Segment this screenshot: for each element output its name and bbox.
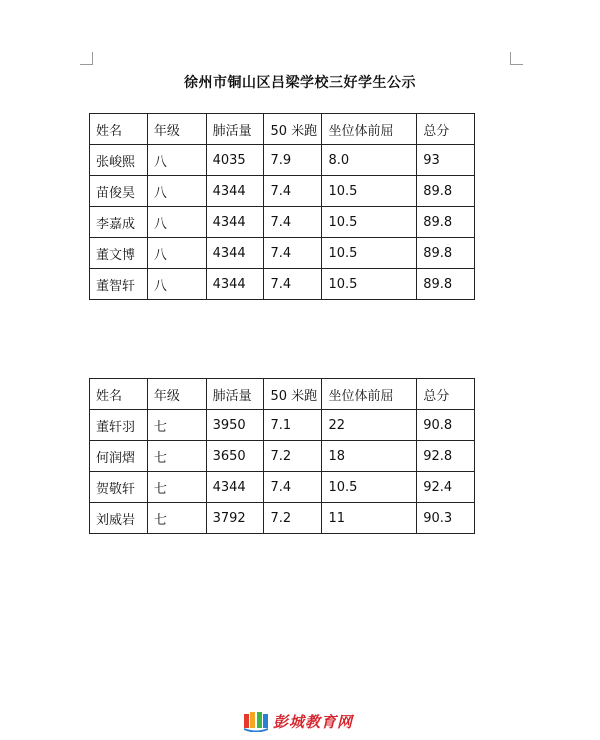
cell-lung-capacity: 4344: [206, 238, 264, 269]
cell-lung-capacity: 4344: [206, 472, 264, 503]
cell-fifty-meter-run: 7.1: [264, 410, 322, 441]
cell-fifty-meter-run: 7.2: [264, 441, 322, 472]
cell-sit-and-reach: 8.0: [322, 145, 417, 176]
cell-total-score: 92.4: [417, 472, 475, 503]
header-name: 姓名: [90, 114, 148, 145]
cell-name: 贺敬轩: [90, 472, 148, 503]
cell-name: 董智轩: [90, 269, 148, 300]
cell-sit-and-reach: 10.5: [322, 176, 417, 207]
table-row: [90, 238, 475, 269]
cell-grade: 八: [147, 145, 206, 176]
cell-lung-capacity: 3792: [206, 503, 264, 534]
cell-lung-capacity: 4035: [206, 145, 264, 176]
cell-name: 刘威岩: [90, 503, 148, 534]
cell-grade: 八: [147, 207, 206, 238]
cell-grade: 七: [147, 441, 206, 472]
table-row: [90, 145, 475, 176]
cell-lung-capacity: 4344: [206, 207, 264, 238]
cell-fifty-meter-run: 7.4: [264, 176, 322, 207]
table-header-row: [90, 379, 475, 410]
header-grade: 年级: [147, 114, 206, 145]
cell-fifty-meter-run: 7.9: [264, 145, 322, 176]
cell-sit-and-reach: 10.5: [322, 472, 417, 503]
cell-grade: 七: [147, 410, 206, 441]
cell-sit-and-reach: 22: [322, 410, 417, 441]
table-row: [90, 269, 475, 300]
grade-8-table: [89, 113, 475, 300]
header-fifty-meter-run: 50 米跑: [264, 114, 322, 145]
header-grade: 年级: [147, 379, 206, 410]
cell-lung-capacity: 4344: [206, 176, 264, 207]
cell-sit-and-reach: 11: [322, 503, 417, 534]
cell-lung-capacity: 3950: [206, 410, 264, 441]
crop-mark-top-left: [80, 52, 93, 65]
cell-grade: 八: [147, 269, 206, 300]
header-sit-and-reach: 坐位体前屈: [322, 379, 417, 410]
cell-lung-capacity: 4344: [206, 269, 264, 300]
table-row: [90, 503, 475, 534]
page-title: 徐州市铜山区吕梁学校三好学生公示: [184, 75, 416, 91]
cell-grade: 七: [147, 503, 206, 534]
site-logo: [243, 709, 353, 733]
cell-name: 董文博: [90, 238, 148, 269]
cell-fifty-meter-run: 7.4: [264, 269, 322, 300]
cell-total-score: 93: [417, 145, 475, 176]
cell-total-score: 89.8: [417, 176, 475, 207]
cell-fifty-meter-run: 7.4: [264, 238, 322, 269]
table-row: [90, 410, 475, 441]
header-total-score: 总分: [417, 114, 475, 145]
table-row: [90, 472, 475, 503]
cell-grade: 七: [147, 472, 206, 503]
header-lung-capacity: 肺活量: [206, 114, 264, 145]
header-name: 姓名: [90, 379, 148, 410]
cell-sit-and-reach: 18: [322, 441, 417, 472]
logo-text: 彭城教育网: [273, 712, 354, 731]
book-logo-icon: [243, 710, 269, 732]
cell-sit-and-reach: 10.5: [322, 269, 417, 300]
cell-name: 李嘉成: [90, 207, 148, 238]
header-fifty-meter-run: 50 米跑: [264, 379, 322, 410]
cell-name: 张峻熙: [90, 145, 148, 176]
cell-total-score: 89.8: [417, 207, 475, 238]
crop-mark-top-right: [510, 52, 523, 65]
cell-lung-capacity: 3650: [206, 441, 264, 472]
table-row: [90, 176, 475, 207]
cell-name: 苗俊昊: [90, 176, 148, 207]
cell-name: 何润熠: [90, 441, 148, 472]
cell-total-score: 90.8: [417, 410, 475, 441]
cell-total-score: 89.8: [417, 269, 475, 300]
table-row: [90, 441, 475, 472]
cell-sit-and-reach: 10.5: [322, 238, 417, 269]
cell-total-score: 90.3: [417, 503, 475, 534]
cell-fifty-meter-run: 7.4: [264, 472, 322, 503]
header-lung-capacity: 肺活量: [206, 379, 264, 410]
cell-fifty-meter-run: 7.4: [264, 207, 322, 238]
cell-grade: 八: [147, 238, 206, 269]
cell-total-score: 92.8: [417, 441, 475, 472]
header-total-score: 总分: [417, 379, 475, 410]
cell-sit-and-reach: 10.5: [322, 207, 417, 238]
grade-7-table: [89, 378, 475, 534]
table-row: [90, 207, 475, 238]
cell-total-score: 89.8: [417, 238, 475, 269]
cell-name: 董轩羽: [90, 410, 148, 441]
header-sit-and-reach: 坐位体前屈: [322, 114, 417, 145]
cell-fifty-meter-run: 7.2: [264, 503, 322, 534]
cell-grade: 八: [147, 176, 206, 207]
table-header-row: [90, 114, 475, 145]
